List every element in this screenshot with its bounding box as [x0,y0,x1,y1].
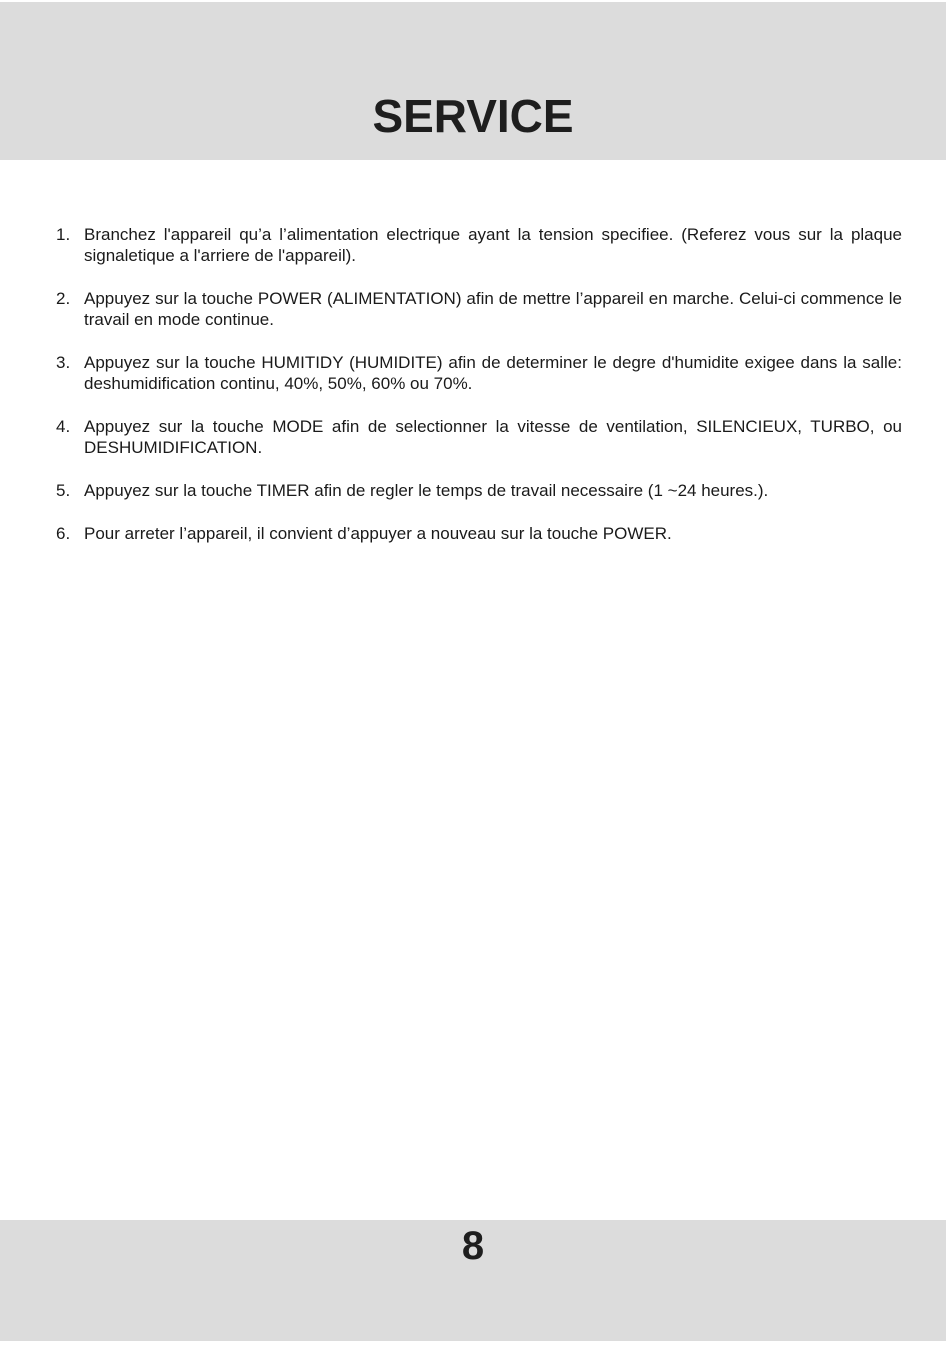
step-text: Branchez l'appareil qu’a l’alimentation electrique ayant la tension specifiee. (Referez vous sur la plaque signaletique a l'arriere de l'appareil). [84,225,902,265]
list-item [56,224,902,266]
step-number: 3. [56,353,71,372]
step-text: Appuyez sur la touche MODE afin de selectionner la vitesse de ventilation, SILENCIEUX, TURBO, ou DESHUMIDIFICATION. [84,417,902,457]
step-text: Pour arreter l’appareil, il convient d’appuyer a nouveau sur la touche POWER. [84,524,672,543]
step-text: Appuyez sur la touche POWER (ALIMENTATION) afin de mettre l’appareil en marche. Celui-ci commence le travail en mode continue. [84,289,902,329]
page-title: SERVICE [372,90,574,142]
step-number: 5. [56,481,71,500]
step-number: 4. [56,417,71,436]
list-item [56,288,902,330]
list-item [56,352,902,394]
step-text: Appuyez sur la touche HUMITIDY (HUMIDITE) afin de determiner le degre d'humidite exigee dans la salle: deshumidification continu, 40%, 50%, 60% ou 70%. [84,353,902,393]
step-number: 1. [56,225,71,244]
step-number: 2. [56,289,71,308]
step-text: Appuyez sur la touche TIMER afin de regler le temps de travail necessaire (1 ~24 heures.). [84,481,769,500]
step-number: 6. [56,524,71,543]
instruction-list [56,224,902,566]
list-item [56,416,902,458]
page-number: 8 [461,1224,485,1268]
list-item [56,523,902,544]
list-item [56,480,902,501]
